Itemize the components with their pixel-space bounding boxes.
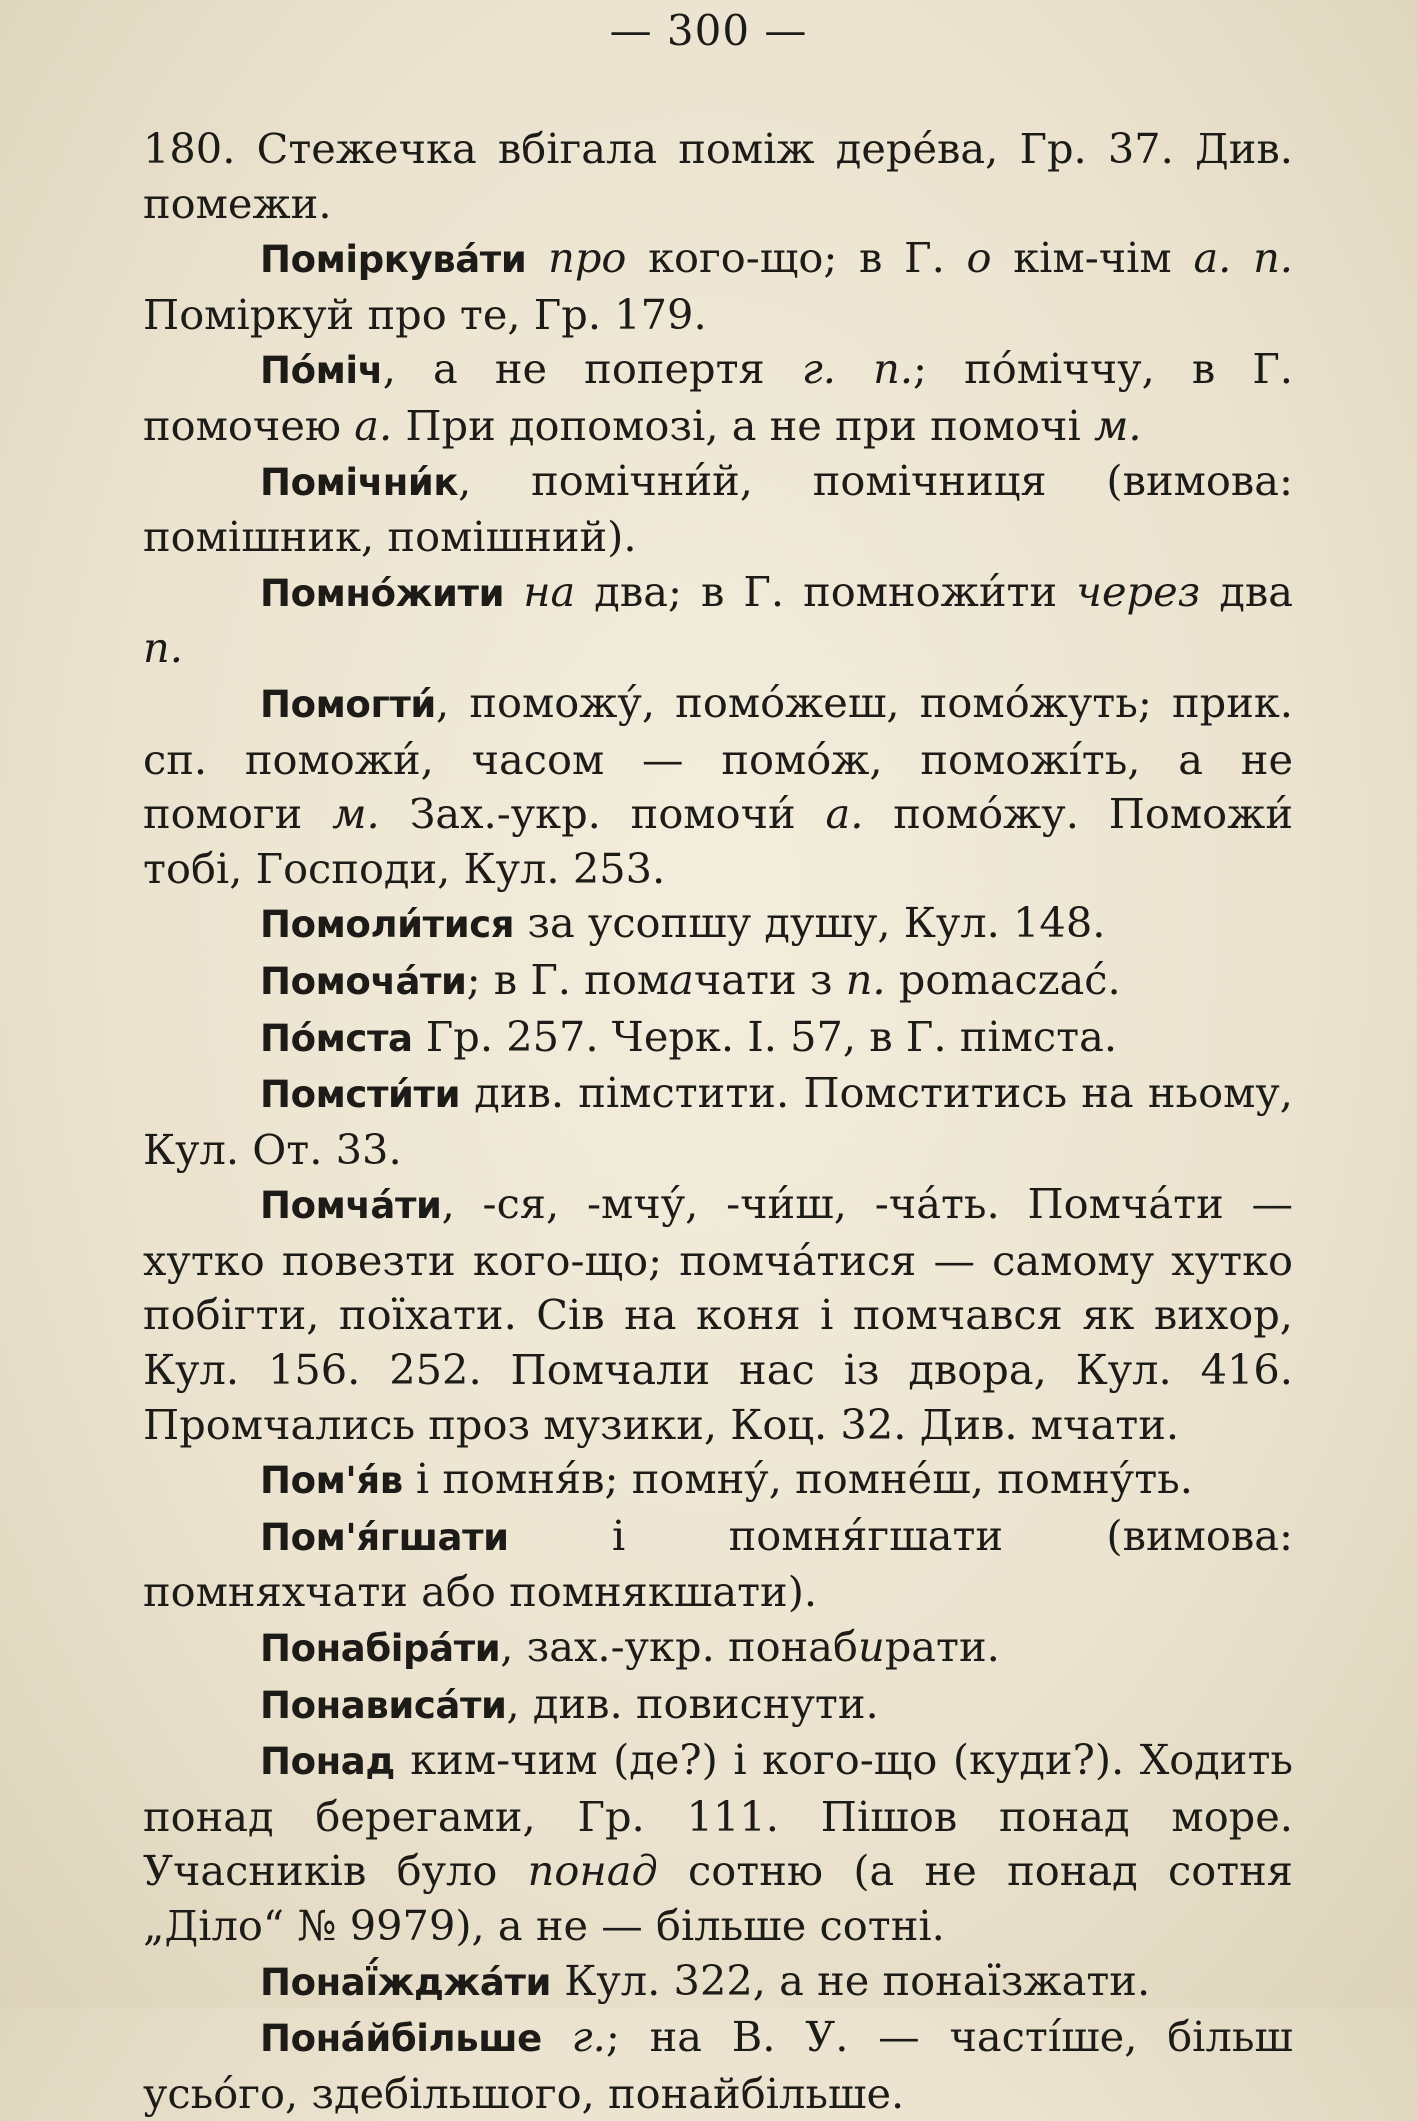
entry-headword: Помочáти [260, 959, 467, 1003]
entry-headword: Понабірáти [260, 1627, 501, 1671]
entry-headword: Понависáти [260, 1683, 507, 1727]
dictionary-entry-12: Пом'я́гшати і помня́гшати (вимова: помняхчати або помнякшати). [143, 1510, 1293, 1617]
dictionary-entry-4: Помнóжити на два; в Г. помножи́ти через два п. [143, 566, 1293, 673]
entry-text: 180. Стежечка вбігала поміж дерéва, Гр. 37. Див. помежи. [143, 124, 1293, 228]
dictionary-entry-0 [143, 122, 1293, 231]
dictionary-entry-14: Понависáти, див. повиснути. [260, 1678, 879, 1728]
entry-headword: Помоли́тися [260, 903, 515, 947]
entry-headword: Пóмста [260, 1016, 413, 1060]
dictionary-entry-16: Понаї́жджáти Кул. 322, а не понаїзжати. [260, 1955, 1151, 2005]
dictionary-entry-17: Понáйбільше г.; на В. У. — частíше, більш усьóго, здебільшого, понайбільше. [143, 2012, 1293, 2118]
entry-headword: Пом'я́в [260, 1459, 403, 1503]
entry-headword: Пóміч [260, 349, 383, 393]
dictionary-entry-7: Помочáти; в Г. помачати з п. pomaczać. [260, 954, 1121, 1004]
dictionary-entry-13: Понабірáти, зах.-укр. понабирати. [260, 1622, 1000, 1672]
dictionary-entry-3: Помічни́к, помічни́й, помічниця (вимова: помішник, помішний). [143, 455, 1293, 562]
dictionary-entry-8: Пóмста Гр. 257. Черк. І. 57, в Г. пімста. [260, 1011, 1118, 1061]
page-number: — 300 — [609, 6, 808, 55]
entry-headword: Помсти́ти [260, 1073, 461, 1117]
dictionary-entry-9: Помсти́ти див. пімстити. Помститись на ньому, Кул. От. 33. [143, 1068, 1293, 1174]
entry-headword: Помогти́ [260, 682, 436, 726]
entry-headword: Пом'я́гшати [260, 1515, 509, 1559]
dictionary-entry-15: Понад ким-чим (де?) і кого-що (куди?). Ходить понад берегами, Гр. 111. Пішов понад море. Учасників було понад сотню (а не понад сотня „Діло“ № 9979), а не — більше сотні. [143, 1735, 1293, 1950]
dictionary-text [143, 122, 1293, 2121]
dictionary-entry-1: Поміркувáти про кого-що; в Г. о кім-чім а. п. Поміркуй про те, Гр. 179. [143, 233, 1294, 339]
entry-headword: Поміркувáти [260, 238, 527, 282]
dictionary-entry-2: Пóміч, а не попертя г. п.; пóміччу, в Г. помочею а. При допомозі, а не при помочі м. [143, 344, 1293, 450]
dictionary-entry-10: Помчáти, -ся, -мчу́, -чи́ш, -чáть. Помчáти — хутко повезти кого-що; помчáтися — самому хутко побігти, поїхати. Сів на коня і помчався як вихор, Кул. 156. 252. Помчали нас із двора, Кул. 416. Промчались проз музики, Коц. 32. Див. мчати. [143, 1179, 1293, 1449]
dictionary-entry-11: Пом'я́в і помня́в; помну́, помнéш, помну́ть. [260, 1454, 1193, 1504]
entry-headword: Понáйбільше [260, 2017, 542, 2061]
entry-headword: Помічни́к [260, 460, 459, 504]
entry-headword: Помчáти [260, 1184, 442, 1228]
entry-headword: Понад [260, 1740, 395, 1784]
entry-headword: Понаї́жджáти [260, 1960, 552, 2004]
dictionary-entry-6: Помоли́тися за усопшу душу, Кул. 148. [260, 898, 1106, 948]
entry-headword: Помнóжити [260, 571, 505, 615]
dictionary-entry-5: Помогти́, поможу́, помóжеш, помóжуть; прик. сп. поможи́, часом — помóж, поможíть, а не помоги м. Зах.-укр. помочи́ а. помóжу. Поможи́ тобі, Господи, Кул. 253. [143, 677, 1293, 893]
